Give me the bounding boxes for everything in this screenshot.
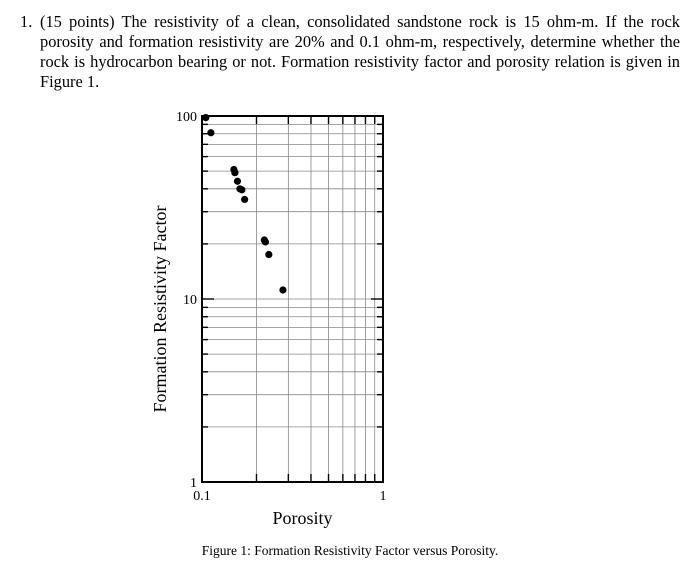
data-point	[238, 186, 245, 193]
data-point	[207, 129, 214, 136]
y-axis-label: Formation Resistivity Factor	[150, 205, 170, 413]
x-tick-label: 0.1	[193, 489, 211, 504]
porosity-chart	[0, 100, 700, 540]
y-tick-label: 10	[183, 293, 197, 308]
y-tick-label: 100	[176, 110, 197, 125]
figure-caption: Figure 1: Formation Resistivity Factor versus Porosity.	[201, 543, 499, 558]
data-point	[231, 169, 238, 176]
data-point	[234, 178, 241, 185]
data-point	[262, 238, 269, 245]
figure	[0, 100, 700, 540]
x-tick-label: 1	[379, 489, 387, 504]
problem-text: (15 points) The resistivity of a clean, consolidated sandstone rock is 15 ohm-m. If the rock porosity and formation resistivity are 20% and 0.1 ohm-m, respectively, determine whether the rock is hydrocarbon bearing or not. Formation resistivity factor and porosity relation is given in Figure 1.	[40, 12, 680, 91]
x-axis-label: Porosity	[272, 508, 333, 528]
data-point	[202, 114, 209, 121]
data-point	[241, 196, 248, 203]
data-point	[265, 251, 272, 258]
problem-statement	[20, 12, 680, 92]
y-tick-label: 1	[190, 476, 197, 491]
data-point	[279, 286, 286, 293]
problem-number: 1.	[20, 12, 33, 31]
